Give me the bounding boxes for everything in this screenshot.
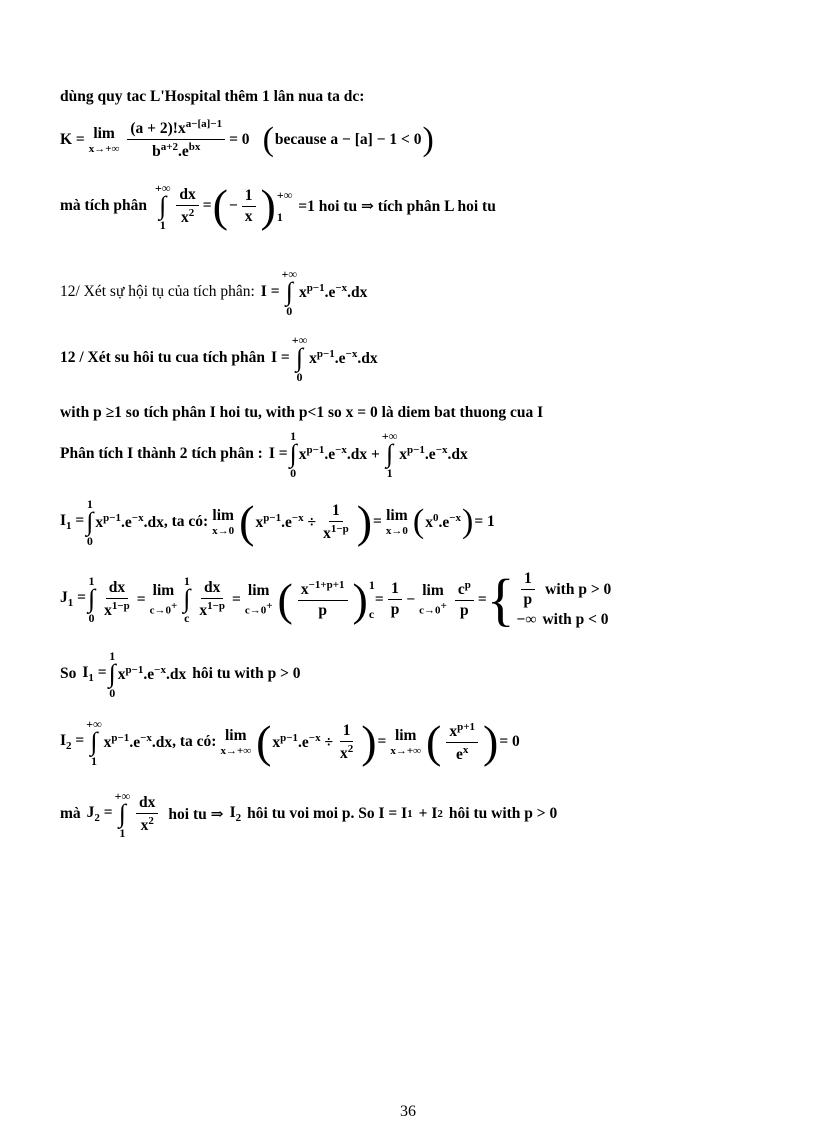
equation-split-integral: Phân tích I thành 2 tích phân : I = 1 ∫ 0 $x^{p-1}.e^{-x}.dx$ + +∞ ∫ 1 $x^{p-1}.e^{-x}.dx$: [60, 429, 468, 480]
text-line-with-p: with p ≥1 so tích phân I hoi tu, with p<1 so x = 0 là diem bat thuong cua I: [60, 404, 544, 421]
text-so: So: [60, 665, 77, 683]
text-plus-i: + I: [418, 805, 438, 823]
equation-i1-limit: $I_1$ = 1 ∫ 0 $x^{p-1}.e^{-x}.dx$ , ta có: lim x→0 ( $x^{p-1}.e^{-x}$ ÷ $\frac{1}{x^{1-p}}$ ) = lim x→0 ( $x^0.e^{-x}$ ) = 1: [60, 496, 495, 548]
text-problem-12-heading: 12/ Xét sự hội tụ của tích phân:: [60, 283, 255, 301]
equation-problem-12-normal: 12/ Xét sự hội tụ của tích phân: I = +∞ ∫ 0 $x^{p-1}.e^{-x}.dx$: [60, 267, 368, 318]
equation-j1-cases: $J_1$ = 1 ∫ 0 $\frac{dx}{x^{1-p}}$ = lim c→0+ 1 ∫ c $\frac{dx}{x^{1-p}}$ = lim c→0+ ( $\frac{x^{-1+p+1}}{p}$ ) 1 c = $\frac{1}{p}$ − lim c→0+ $\frac{c^p}{p}$ = { $\frac{1}{p}$ with p > 0 −∞ with p < 0: [60, 566, 612, 632]
text-hoi-tu-final: hôi tu with p > 0: [448, 805, 558, 823]
page-number: 36: [400, 1103, 416, 1120]
text-problem-12-bold-heading: 12 / Xét su hôi tu cua tích phân: [60, 349, 265, 367]
equation-j2-conclusion: mà $J_2$ = +∞ ∫ 1 $\frac{dx}{x^2}$ hoi tu ⇒ $I_2$ hôi tu voi moi p. So I = I 1 + I 2 hôi tu with p > 0: [60, 789, 558, 840]
text-ma: mà: [60, 805, 81, 823]
text-hoi-tu-implies: hoi tu ⇒: [168, 806, 224, 824]
equation-problem-12-bold: 12 / Xét su hôi tu cua tích phân I = +∞ ∫ 0 $x^{p-1}.e^{-x}.dx$: [60, 333, 378, 384]
equation-so-i1: So $I_1$ = 1 ∫ 0 $x^{p-1}.e^{-x}.dx$ hôi tu with p > 0: [60, 649, 301, 700]
text-line-lhospital: dùng quy tac L'Hospital thêm 1 lân nua ta dc:: [60, 88, 365, 105]
text-ta-co-1: , ta có:: [163, 513, 209, 531]
equation-i2-limit: $I_2$ = +∞ ∫ 1 $x^{p-1}.e^{-x}.dx$ , ta có: lim x→+∞ ( $x^{p-1}.e^{-x}$ ÷ $\frac{1}{x^2}$ ) = lim x→+∞ ( $\frac{x^{p+1}}{e^x}$ ) = 0: [60, 716, 520, 768]
text-hoi-tu-L: =1 hoi tu ⇒ tích phân L hoi tu: [298, 198, 496, 216]
equation-k-limit: K = lim x→+∞ $\frac{(a + 2)!x^{a-[a]-1}}{b^{a+2}.e^{bx}}$ = 0 ( because a − [a] − 1 < 0 ): [60, 118, 434, 161]
text-so-i-equals: hôi tu voi moi p. So I = I: [247, 805, 408, 823]
equation-integral-1-over-x2: mà tích phân +∞ ∫ 1 $\frac{dx}{x^2}$ = ( − $\frac{1}{x}$ ) +∞ 1 =1 hoi tu ⇒ tích phân L hoi tu: [60, 180, 496, 232]
text-ma-tich-phan: mà tích phân: [60, 197, 147, 215]
text-ta-co-2: , ta có:: [172, 733, 217, 751]
text-hoi-tu-p-positive: hôi tu with p > 0: [192, 665, 301, 683]
text-phan-tich: Phân tích I thành 2 tích phân :: [60, 445, 263, 463]
